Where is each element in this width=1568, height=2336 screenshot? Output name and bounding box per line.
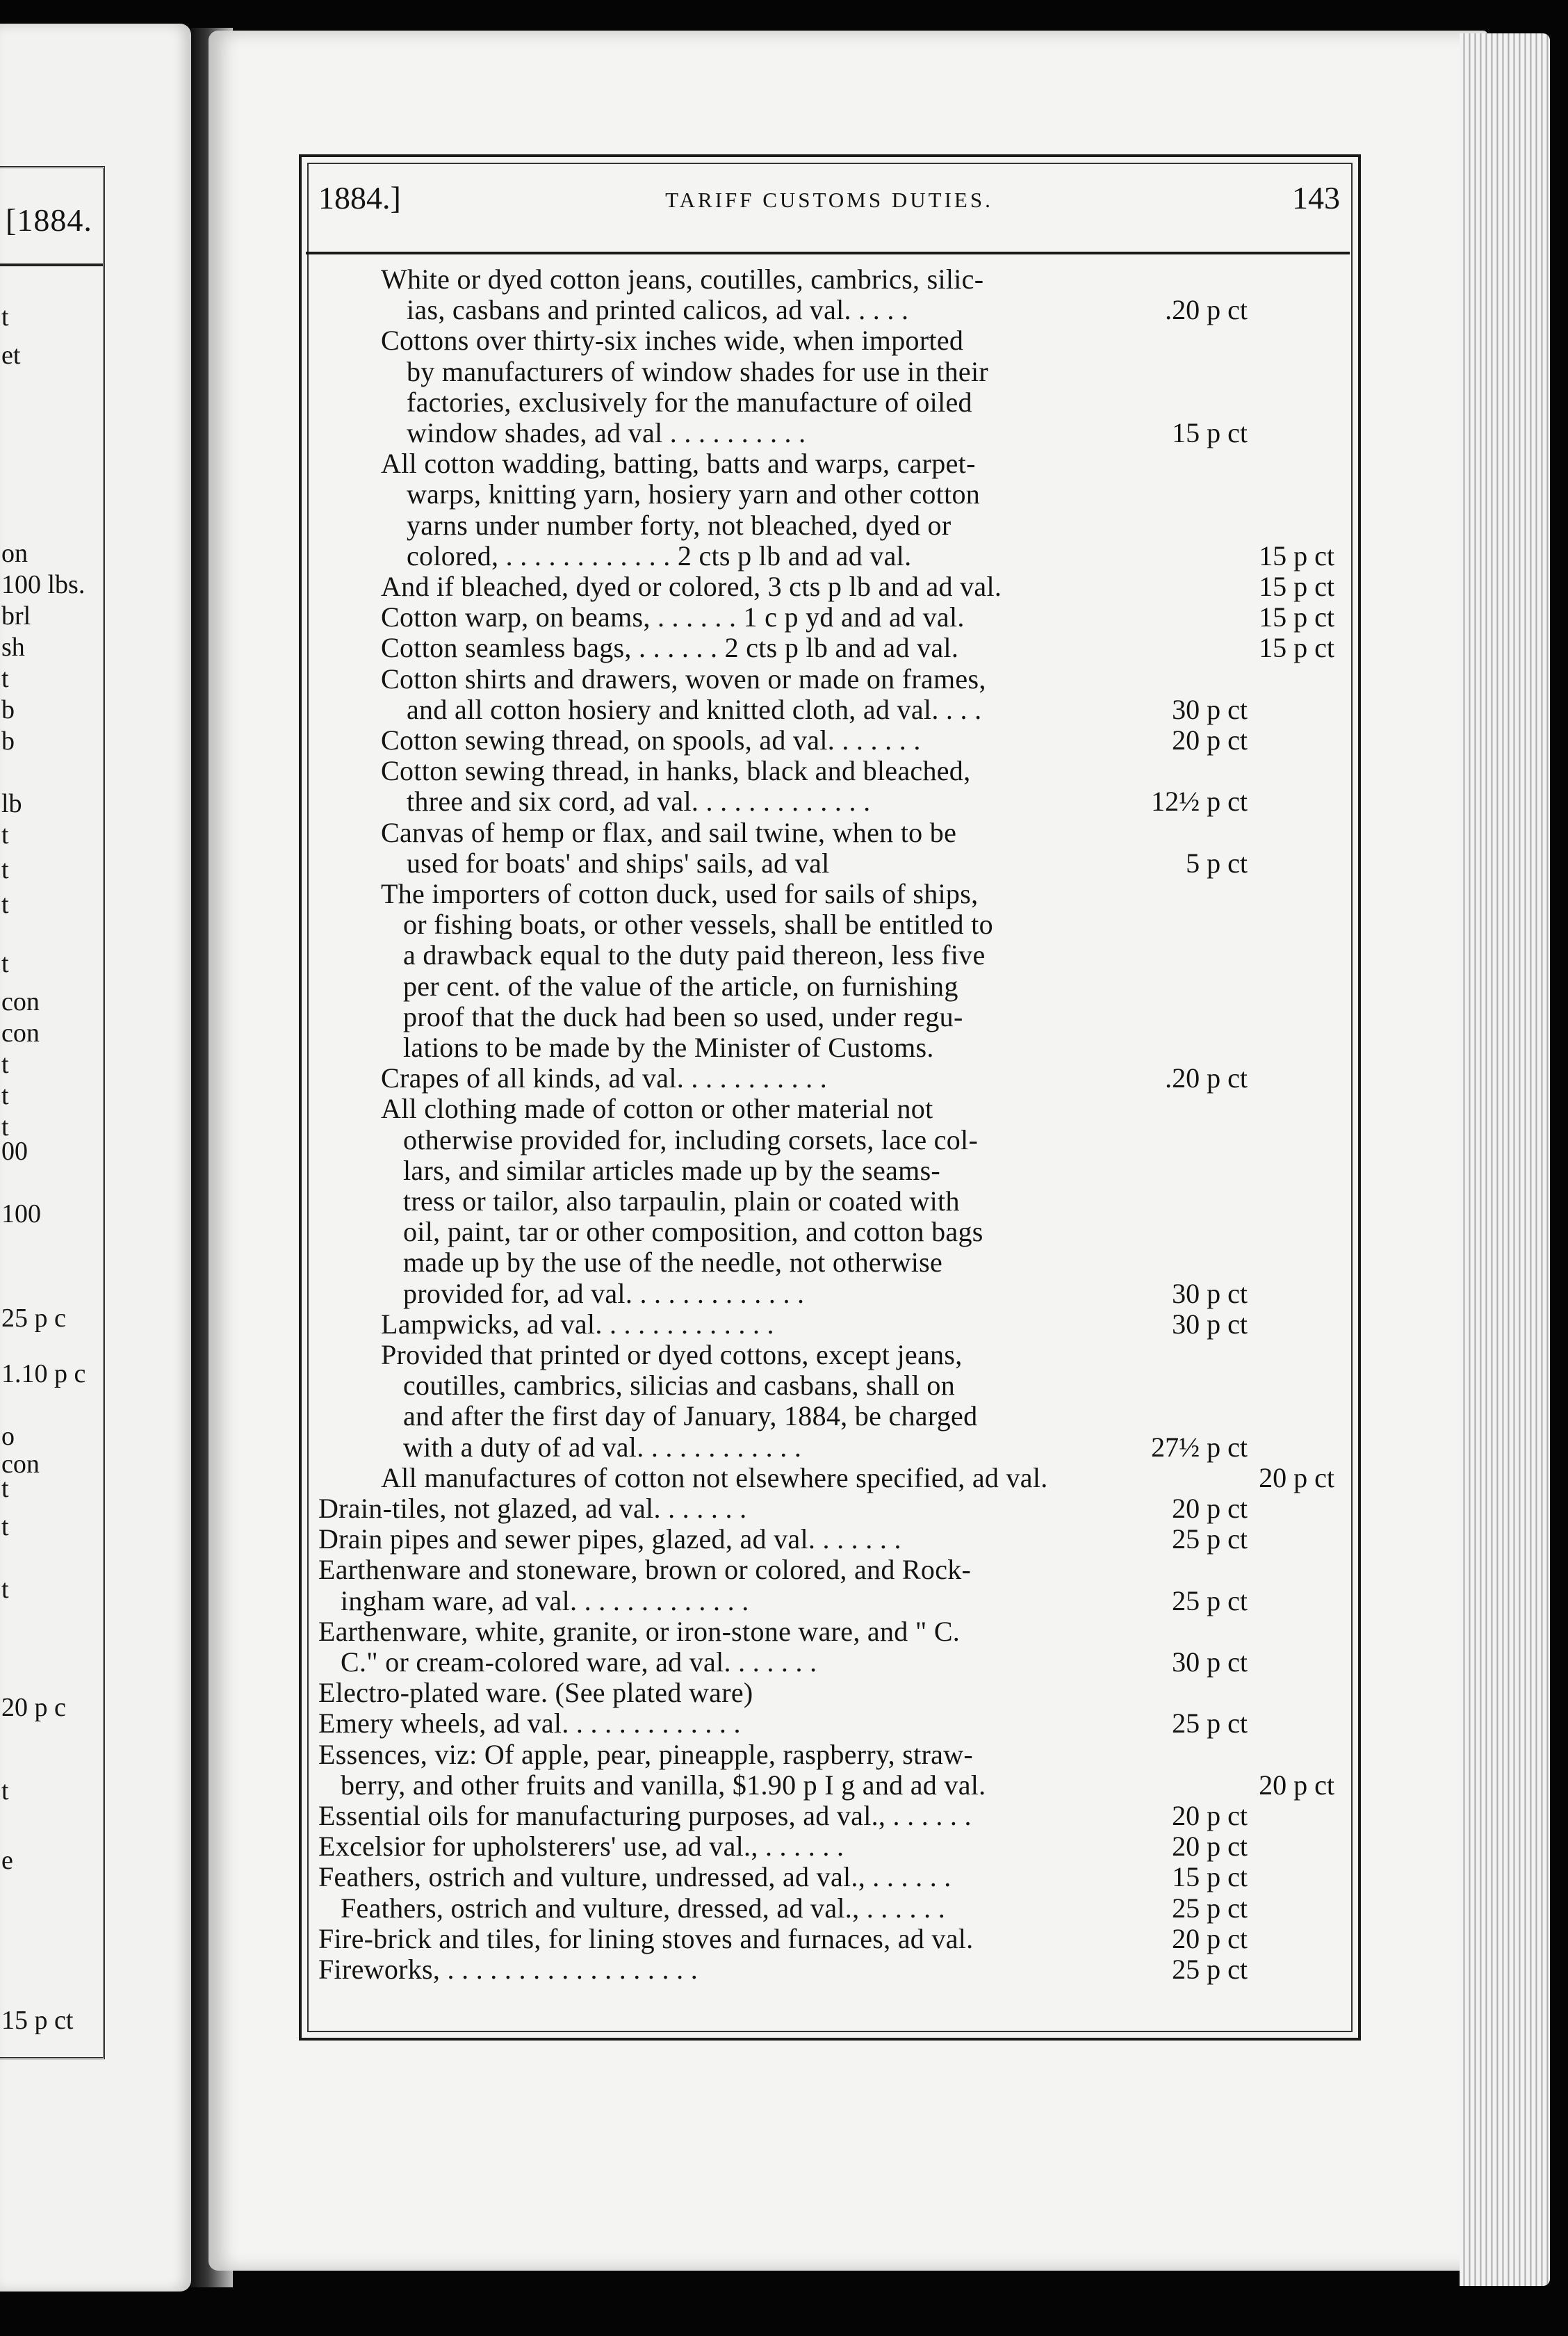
duty-rate: 27½ p ct	[1151, 1431, 1248, 1463]
duty-rate: 15 p ct	[1259, 540, 1334, 571]
entry-line: and after the first day of January, 1884, be charged	[403, 1400, 978, 1431]
left-page-fragment: con	[1, 1019, 40, 1048]
duty-rate: 20 p ct	[1172, 1493, 1248, 1524]
running-head	[318, 179, 1340, 221]
entry-line: Feathers, ostrich and vulture, dressed, ad val., . . . . . .	[341, 1892, 946, 1924]
entry-line: with a duty of ad val. . . . . . . . . . . .	[403, 1431, 802, 1463]
entry-line: Earthenware and stoneware, brown or colored, and Rock-	[318, 1554, 972, 1585]
duty-rate: 15 p ct	[1172, 417, 1248, 448]
entry-line: a drawback equal to the duty paid thereon, less five	[403, 939, 986, 971]
left-page-fragment: 100	[1, 1199, 41, 1228]
left-page-rule	[0, 263, 103, 266]
entry-line: Drain-tiles, not glazed, ad val. . . . . . .	[318, 1493, 747, 1524]
entry-line: or fishing boats, or other vessels, shall be entitled to	[403, 909, 993, 940]
duty-rate: 5 p ct	[1186, 847, 1248, 879]
entry-line: All cotton wadding, batting, batts and warps, carpet-	[381, 448, 976, 479]
left-page-fragment: et	[1, 341, 21, 370]
entry-line: Fireworks, . . . . . . . . . . . . . . . . . .	[318, 1954, 699, 1985]
entry-line: Electro-plated ware. (See plated ware)	[318, 1677, 753, 1708]
entry-line: window shades, ad val . . . . . . . . . .	[407, 417, 806, 448]
entry-line: Crapes of all kinds, ad val. . . . . . . . . . .	[381, 1062, 828, 1094]
left-page-fragment: t	[1, 664, 9, 693]
entry-line: per cent. of the value of the article, on furnishing	[403, 971, 958, 1002]
left-page-fragment: e	[1, 1846, 13, 1875]
left-page-fragment: brl	[1, 601, 31, 631]
left-page-fragment: t	[1, 1081, 9, 1110]
left-page-fragment: t	[1, 1575, 9, 1604]
left-page-fragment: con	[1, 1450, 40, 1479]
header-title: TARIFF CUSTOMS DUTIES.	[665, 188, 993, 212]
entry-line: Lampwicks, ad val. . . . . . . . . . . . .	[381, 1308, 774, 1340]
duty-rate: 25 p ct	[1172, 1523, 1248, 1555]
header-rule	[306, 252, 1350, 254]
entry-line: The importers of cotton duck, used for sails of ships,	[381, 878, 979, 909]
duty-rate: .20 p ct	[1165, 294, 1248, 325]
left-facing-page	[0, 24, 191, 2292]
entry-line: used for boats' and ships' sails, ad val	[407, 847, 830, 879]
left-page-fragment: t	[1, 855, 9, 884]
duty-rate: 15 p ct	[1259, 632, 1334, 663]
left-page-fragment: b	[1, 695, 15, 724]
entry-line: lations to be made by the Minister of Customs.	[403, 1032, 934, 1063]
entry-line: ias, casbans and printed calicos, ad val. . . . .	[407, 294, 909, 325]
left-page-fragment: 15 p ct	[1, 2006, 74, 2035]
duty-rate: 30 p ct	[1172, 1646, 1248, 1678]
duty-rate: 20 p ct	[1259, 1769, 1334, 1801]
left-page-fragment: t	[1, 949, 9, 978]
entry-line: Emery wheels, ad val. . . . . . . . . . . . .	[318, 1708, 741, 1739]
duty-rate: 25 p ct	[1172, 1708, 1248, 1739]
entry-line: proof that the duck had been so used, under regu-	[403, 1001, 963, 1032]
left-page-fragment: lb	[1, 789, 22, 818]
left-page-fragment: b	[1, 727, 15, 756]
duty-rate: 20 p ct	[1172, 724, 1248, 756]
left-page-fragment: 00	[1, 1137, 28, 1166]
entry-line: colored, . . . . . . . . . . . . 2 cts p lb and ad val.	[407, 540, 912, 571]
entry-line: and all cotton hosiery and knitted cloth, ad val. . . .	[407, 694, 982, 725]
left-page-fragment: 20 p c	[1, 1693, 66, 1722]
duty-rate: 20 p ct	[1172, 1831, 1248, 1862]
left-page-fragment: t	[1, 302, 9, 332]
entry-line: Excelsior for upholsterers' use, ad val., . . . . . .	[318, 1831, 844, 1862]
duty-rate: 25 p ct	[1172, 1892, 1248, 1924]
entry-line: provided for, ad val. . . . . . . . . . . . .	[403, 1278, 805, 1309]
duty-rate: 20 p ct	[1172, 1800, 1248, 1831]
entry-line: factories, exclusively for the manufacture of oiled	[407, 387, 972, 418]
left-page-fragment: t	[1, 1776, 9, 1806]
duty-rate: 25 p ct	[1172, 1954, 1248, 1985]
left-page-frame	[0, 166, 105, 2059]
left-page-fragment: 100 lbs.	[1, 570, 85, 599]
entry-line: Earthenware, white, granite, or iron-stone ware, and " C.	[318, 1616, 961, 1647]
entry-line: Essences, viz: Of apple, pear, pineapple, raspberry, straw-	[318, 1739, 974, 1770]
entry-line: Cottons over thirty-six inches wide, when imported	[381, 325, 964, 356]
entry-line: Essential oils for manufacturing purposes, ad val., . . . . . .	[318, 1800, 972, 1831]
duty-rate: 30 p ct	[1172, 1308, 1248, 1340]
left-page-fragment: o	[1, 1422, 15, 1451]
entry-line: tress or tailor, also tarpaulin, plain or coated with	[403, 1185, 960, 1217]
entry-line: Cotton shirts and drawers, woven or made on frames,	[381, 663, 986, 695]
entry-line: Cotton sewing thread, on spools, ad val. . . . . . .	[381, 724, 921, 756]
duty-rate: 20 p ct	[1259, 1462, 1334, 1493]
duty-rate: 15 p ct	[1259, 571, 1334, 602]
entry-line: otherwise provided for, including corsets, lace col-	[403, 1124, 979, 1155]
left-page-fragment: 1.10 p c	[1, 1359, 86, 1388]
entry-line: Drain pipes and sewer pipes, glazed, ad val. . . . . . .	[318, 1523, 901, 1555]
left-page-fragment: t	[1, 890, 9, 919]
entry-line: Cotton seamless bags, . . . . . . 2 cts p lb and ad val.	[381, 632, 959, 663]
left-page-fragment: t	[1, 1112, 9, 1142]
duty-rate: 30 p ct	[1172, 694, 1248, 725]
left-page-fragment: on	[1, 539, 28, 568]
entry-line: Feathers, ostrich and vulture, undressed, ad val., . . . . . .	[318, 1861, 952, 1892]
left-page-fragment: t	[1, 1474, 9, 1503]
duty-rate: 15 p ct	[1259, 601, 1334, 633]
entry-line: ingham ware, ad val. . . . . . . . . . . . .	[341, 1585, 749, 1616]
duty-rate: .20 p ct	[1165, 1062, 1248, 1094]
entry-line: White or dyed cotton jeans, coutilles, cambrics, silic-	[381, 263, 984, 295]
entry-line: coutilles, cambrics, silicias and casbans, shall on	[403, 1370, 955, 1401]
entry-line: And if bleached, dyed or colored, 3 cts p lb and ad val.	[381, 571, 1002, 602]
entry-line: Fire-brick and tiles, for lining stoves and furnaces, ad val.	[318, 1923, 974, 1954]
left-page-fragment: 25 p c	[1, 1304, 66, 1333]
entry-line: berry, and other fruits and vanilla, $1.90 p I g and ad val.	[341, 1769, 986, 1801]
entry-line: yarns under number forty, not bleached, dyed or	[407, 510, 952, 541]
page-number: 143	[1292, 180, 1340, 216]
entry-line: Cotton sewing thread, in hanks, black and bleached,	[381, 755, 971, 786]
entry-line: Cotton warp, on beams, . . . . . . 1 c p yd and ad val.	[381, 601, 965, 633]
duty-rate: 20 p ct	[1172, 1923, 1248, 1954]
entry-line: made up by the use of the needle, not otherwise	[403, 1247, 943, 1278]
left-page-fragment: t	[1, 1050, 9, 1079]
left-page-fragment: con	[1, 987, 40, 1016]
duty-rate: 30 p ct	[1172, 1278, 1248, 1309]
left-page-fragment: t	[1, 1512, 9, 1541]
page-edge-stack	[1460, 33, 1550, 2286]
entry-line: All manufactures of cotton not elsewhere specified, ad val.	[381, 1462, 1048, 1493]
entry-line: C." or cream-colored ware, ad val. . . . . . .	[341, 1646, 817, 1678]
entry-line: oil, paint, tar or other composition, and cotton bags	[403, 1216, 983, 1247]
duty-rate: 12½ p ct	[1151, 786, 1248, 817]
entry-line: three and six cord, ad val. . . . . . . . . . . . .	[407, 786, 871, 817]
entry-line: All clothing made of cotton or other material not	[381, 1093, 933, 1124]
entry-line: Provided that printed or dyed cottons, except jeans,	[381, 1339, 963, 1370]
entry-line: lars, and similar articles made up by the seams-	[403, 1155, 941, 1186]
header-year: 1884.]	[318, 180, 401, 216]
left-page-year: [1884.	[6, 202, 92, 238]
duty-rate: 15 p ct	[1172, 1861, 1248, 1892]
entry-line: warps, knitting yarn, hosiery yarn and other cotton	[407, 478, 981, 510]
duty-rate: 25 p ct	[1172, 1585, 1248, 1616]
left-page-fragment: sh	[1, 633, 25, 662]
left-page-fragment: t	[1, 820, 9, 850]
entry-line: Canvas of hemp or flax, and sail twine, when to be	[381, 817, 957, 848]
entry-line: by manufacturers of window shades for use in their	[407, 356, 988, 387]
